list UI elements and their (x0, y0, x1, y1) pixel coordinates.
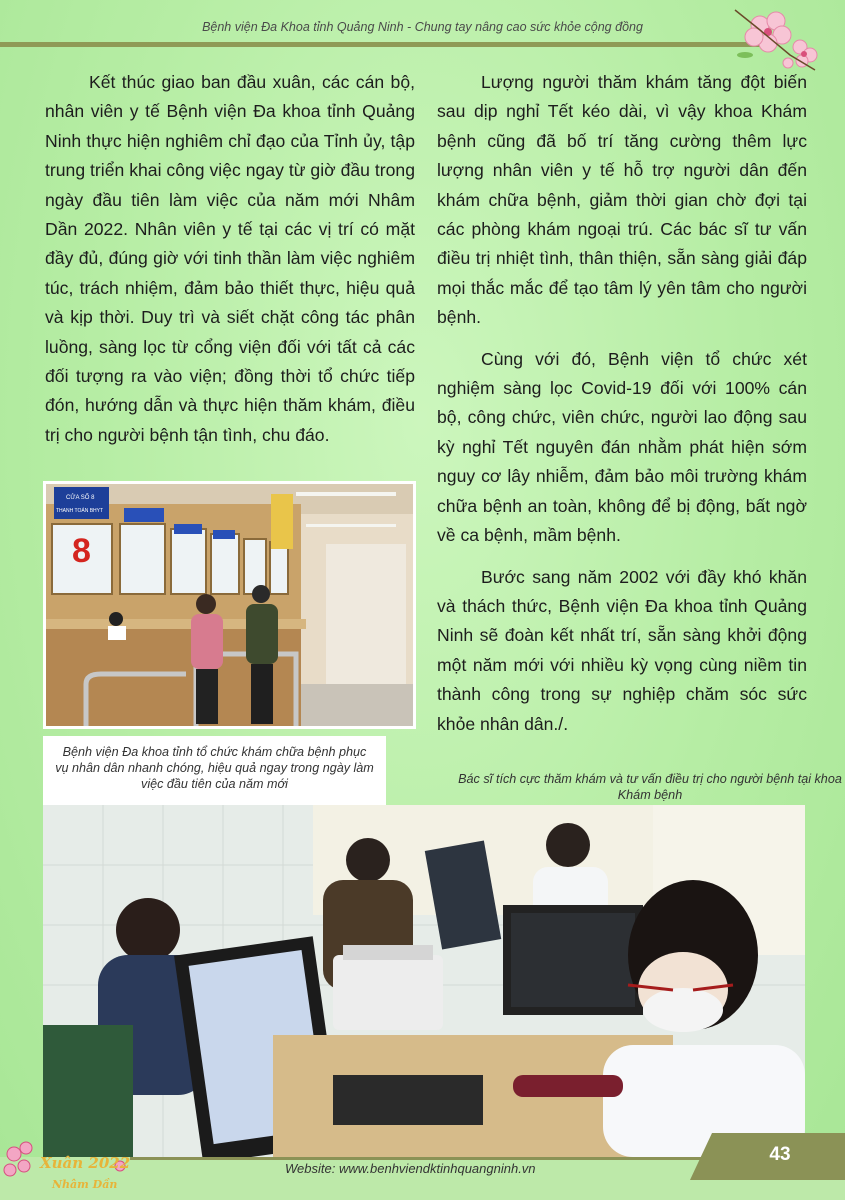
logo-year-text: Xuân 2022 (40, 1154, 131, 1172)
header-rule (0, 42, 760, 47)
article-left-column (45, 68, 415, 462)
counter-sign-subtext: THANH TOÁN BHYT (56, 508, 104, 514)
running-header: Bệnh viện Đa Khoa tỉnh Quảng Ninh - Chung tay nâng cao sức khỏe cộng đồng (202, 20, 643, 34)
photo1-caption: Bệnh viện Đa khoa tỉnh tổ chức khám chữa bệnh phục vụ nhân dân nhanh chóng, hiệu quả ngay trong ngày làm việc đầu tiên của năm mới (43, 736, 386, 806)
paragraph: Kết thúc giao ban đầu xuân, các cán bộ, nhân viên y tế Bệnh viện Đa khoa tỉnh Quảng Ninh thực hiện nghiêm chỉ đạo của Tỉnh ủy, tập trung triển khai công việc ngay từ giờ đầu trong ngày đầu tiên làm việc của năm mới Nhâm Dần 2022. Nhân viên y tế tại các vị trí có mặt đầy đủ, đúng giờ với tinh thần làm việc nghiêm túc, trách nhiệm, đảm bảo thiết thực, hiệu quả và kịp thời. Duy trì và siết chặt công tác phân luồng, sàng lọc từ cổng viện đối với tất cả các đối tượng ra vào viện; đồng thời tổ chức tiếp đón, hướng dẫn và thực hiện thăm khám, điều trị cho người bệnh tận tình, chu đáo. (45, 72, 415, 445)
photo-reception-counters (43, 481, 416, 729)
paragraph: Cùng với đó, Bệnh viện tổ chức xét nghiệm sàng lọc Covid-19 đối với 100% cán bộ, công chức, viên chức, người lao động sau kỳ nghỉ Tết nguyên đán nhằm phát hiện sớm nguy cơ lây nhiễm, đảm bảo môi trường khám chữa bệnh an toàn, không để bị động, bất ngờ về ca bệnh, mầm bệnh. (437, 348, 807, 546)
spring-logo-icon (0, 1130, 140, 1200)
article-right-column (437, 68, 807, 751)
counter-sign-text: CỬA SỐ 8 (66, 495, 95, 501)
counter-number: 8 (72, 532, 91, 570)
photo-reception-illustration (46, 484, 413, 726)
photo2-caption: Bác sĩ tích cực thăm khám và tư vấn điều trị cho người bệnh tại khoa Khám bệnh (458, 772, 842, 802)
paragraph: Lượng người thăm khám tăng đột biến sau dịp nghỉ Tết kéo dài, vì vậy khoa Khám bệnh cũng đã bố trí tăng cường thêm lực lượng nhân viên y tế hỗ trợ người dân đến khám chữa bệnh, giảm thời gian chờ đợi tại các phòng khám ngoại trú. Các bác sĩ tư vấn điều trị nhiệt tình, thân thiện, sẵn sàng giải đáp mọi thắc mắc để tạo tâm lý yên tâm cho người bệnh. (437, 72, 807, 328)
page-number: 43 (769, 1144, 791, 1165)
photo-consultation-illustration (43, 805, 805, 1157)
footer-rule (130, 1157, 710, 1160)
paragraph: Bước sang năm 2002 với đầy khó khăn và thách thức, Bệnh viện Đa khoa tỉnh Quảng Ninh sẽ đoàn kết nhất trí, sẵn sàng khởi động một năm mới với nhiều kỳ vọng cùng niềm tin thành công trong sự nghiệp chăm sóc sức khỏe nhân dân./. (437, 566, 807, 734)
photo-doctor-consultation (43, 805, 805, 1157)
blossom-decoration-icon (730, 5, 825, 75)
logo-name-text: Nhâm Dần (52, 1178, 118, 1191)
website-url: Website: www.benhviendktinhquangninh.vn (285, 1161, 536, 1176)
